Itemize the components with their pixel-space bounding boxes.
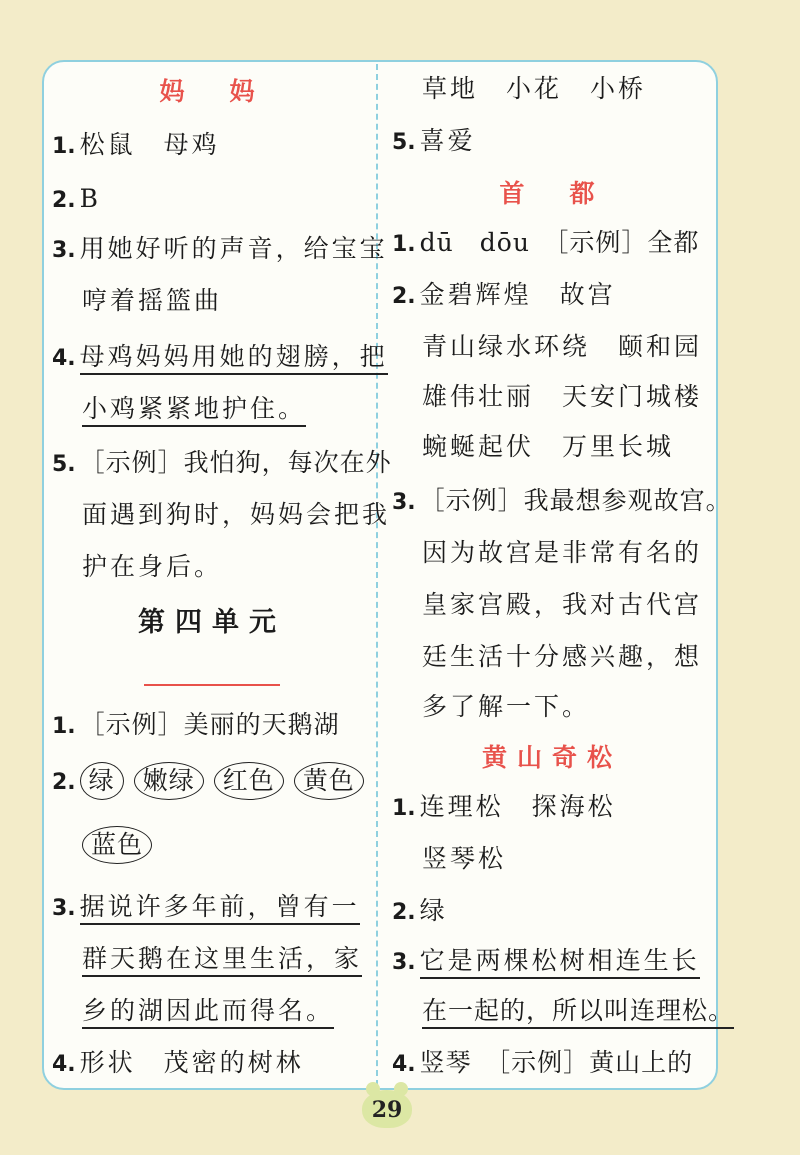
answer-number: 4. [52,346,76,371]
answer-text: 连理松 探海松 [419,792,616,821]
answer-5 [392,124,476,160]
unit-answer-2-cont [82,826,162,864]
answer-4 [392,1046,693,1082]
answer-number: 2. [52,188,76,213]
answer-2-cont: 雄伟壮丽 天安门城楼 [422,382,703,411]
answer-number: 2. [52,770,76,795]
answer-text: 母鸡妈妈用她的翅膀，把 [80,342,388,375]
answer-5-cont: 面遇到狗时，妈妈会把我 [82,500,391,529]
answer-1 [52,128,220,164]
answer-text: ［示例］我最想参观故宫。 [419,486,732,515]
answer-number: 1. [52,714,76,739]
answer-number: 2. [392,284,416,309]
answer-number: 3. [392,950,416,975]
answer-text: 金碧辉煌 故宫 [419,280,616,309]
answer-number: 2. [392,900,416,925]
unit-answer-4 [52,1046,304,1082]
answer-3-cont: 哼着摇篮曲 [82,286,223,315]
answer-5 [52,446,392,482]
circled-word: 黄色 [294,762,364,800]
unit-answer-2 [52,762,374,800]
answer-3 [392,484,732,520]
answer-text: 竖琴 ［示例］黄山上的 [419,1048,694,1077]
unit-answer-3-cont [82,942,362,976]
answer-text: 群天鹅在这里生活，家 [82,944,362,977]
answer-4-cont [82,392,306,426]
answer-number: 1. [52,134,76,159]
page-number: 29 [362,1090,412,1128]
answer-2 [52,182,101,218]
answer-text: 乡的湖因此而得名。 [82,996,334,1029]
answer-number: 5. [52,452,76,477]
answer-text: B [79,184,102,213]
unit-answer-3-cont [82,994,334,1028]
answer-text: ［示例］我怕狗，每次在外 [79,448,392,477]
answer-3-cont: 因为故宫是非常有名的 [422,538,703,567]
circled-word: 嫩绿 [134,762,204,800]
answer-text: 绿 [419,896,448,925]
circled-word: 蓝色 [82,826,152,864]
answer-text: 喜爱 [419,126,476,155]
answer-number: 1. [392,796,416,821]
answer-number: 3. [52,896,76,921]
circled-word: 红色 [214,762,284,800]
answer-3 [392,944,700,980]
answer-text: 据说许多年前，曾有一 [80,892,360,925]
column-divider [376,64,378,1086]
answer-4 [52,340,388,376]
answer-text: 松鼠 母鸡 [79,130,220,159]
unit-title: 第四单元 [138,607,286,638]
answer-3-cont: 廷生活十分感兴趣，想 [422,642,703,671]
answer-number: 4. [52,1052,76,1077]
answer-2-cont: 青山绿水环绕 颐和园 [422,332,703,361]
circled-word: 绿 [80,762,124,800]
answer-2-cont: 蜿蜒起伏 万里长城 [422,432,675,461]
answer-text: 在一起的，所以叫连理松。 [422,996,734,1029]
answer-number: 3. [52,238,76,263]
answer-text: ［示例］美丽的天鹅湖 [79,710,340,739]
section-title-shoudu: 首 都 [499,179,605,208]
answer-1 [392,790,616,826]
answer-3 [52,232,388,268]
answer-2 [392,894,448,930]
section-title-mama: 妈 妈 [159,77,265,106]
answer-3-cont [422,994,734,1028]
answer-number: 4. [392,1052,416,1077]
answer-3-cont: 皇家宫殿，我对古代宫 [422,590,703,619]
answer-1 [392,226,699,262]
answer-1-cont: 竖琴松 [422,844,507,873]
answer-5-cont: 护在身后。 [82,552,223,581]
answer-text: 用她好听的声音，给宝宝 [79,234,388,263]
unit-answer-3 [52,890,360,926]
answer-2 [392,278,616,314]
section-title-huangshan: 黄山奇松 [481,743,622,772]
answer-text: 形状 茂密的树林 [79,1048,304,1077]
answer-text: 它是两棵松树相连生长 [420,946,700,979]
answer-text: dū dōu ［示例］全都 [419,228,700,257]
answer-number: 3. [392,490,416,515]
title-underline [144,684,280,686]
answer-text: 小鸡紧紧地护住。 [82,394,306,427]
unit-answer-1 [52,708,340,744]
answer-number: 5. [392,130,416,155]
continued-answer: 草地 小花 小桥 [422,74,647,103]
answer-number: 1. [392,232,416,257]
answer-3-cont: 多了解一下。 [422,692,591,721]
